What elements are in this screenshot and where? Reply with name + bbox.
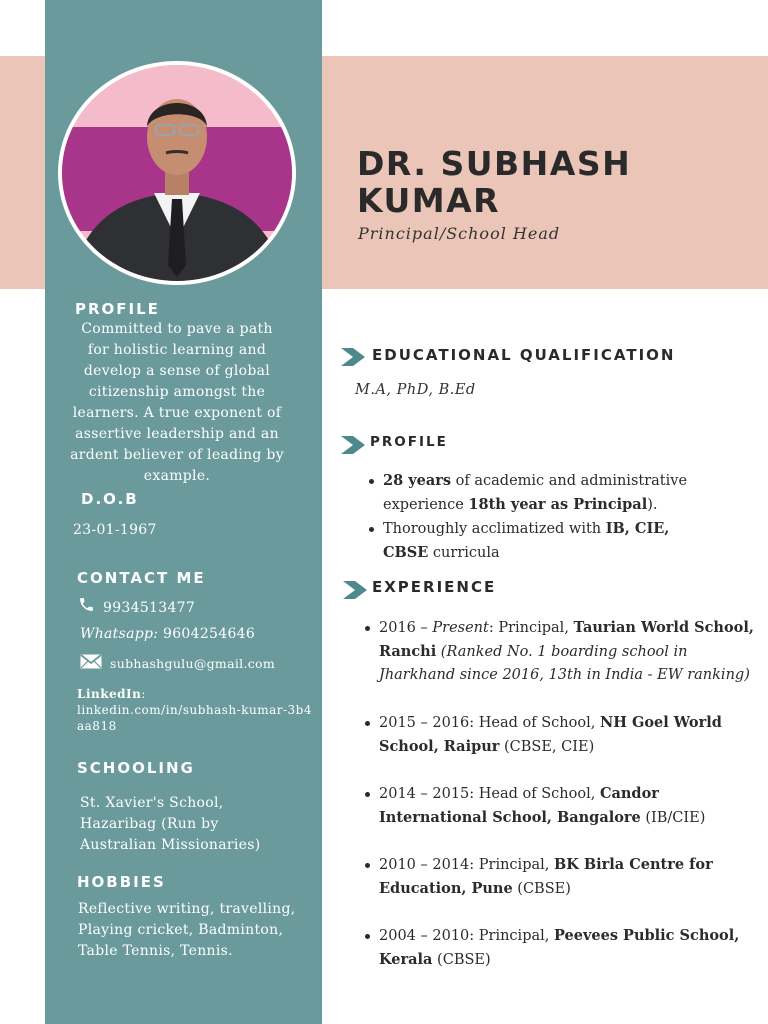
exp-board: (CBSE) (432, 952, 491, 968)
experience-item (365, 711, 755, 759)
exp-school: NH Goel World School, Raipur (379, 714, 722, 755)
whatsapp-number: 9604254646 (158, 626, 256, 642)
exp-dates: 2015 – 2016: Head of School, (379, 715, 600, 731)
experience-item (365, 782, 755, 830)
education-heading: EDUCATIONAL QUALIFICATION (372, 346, 676, 364)
curricula-bold: CBSE (383, 544, 429, 561)
exp-board: (CBSE, CIE) (499, 739, 595, 755)
exp-dates: 2014 – 2015: Head of School, (379, 786, 600, 802)
profile-text: of academic and administrative experience (383, 473, 688, 513)
phone-icon (78, 596, 95, 620)
exp-note: (Ranked No. 1 boarding school in Jharkhand since 2016, 13th in India - EW ranking) (379, 644, 750, 683)
exp-dates: 2010 – 2014: Principal, (379, 857, 554, 873)
phone-row[interactable] (78, 596, 195, 620)
experience-list (365, 616, 755, 972)
email-address: subhashgulu@gmail.com (110, 655, 275, 671)
chevron-right-icon (341, 348, 367, 366)
experience-item (365, 853, 755, 901)
exp-board: (IB/CIE) (640, 810, 706, 826)
experience-heading: EXPERIENCE (372, 578, 497, 596)
job-title: Principal/School Head (358, 224, 561, 243)
years-bold: 28 years (383, 472, 452, 489)
hobbies-heading: HOBBIES (77, 873, 166, 891)
dob-value: 23-01-1967 (73, 522, 157, 538)
contact-heading: CONTACT ME (77, 569, 206, 587)
linkedin-block[interactable] (77, 686, 317, 734)
chevron-right-icon (341, 436, 367, 454)
linkedin-url: linkedin.com/in/subhash-kumar-3b4aa818 (77, 703, 312, 733)
phone-number: 9934513477 (103, 599, 196, 616)
exp-role: : Principal, (488, 620, 574, 636)
education-value: M.A, PhD, B.Ed (355, 382, 476, 398)
linkedin-label: LinkedIn (77, 687, 142, 701)
profile-list (369, 469, 744, 565)
profile-photo (58, 61, 296, 285)
dob-heading: D.O.B (81, 490, 139, 508)
exp-school: BK Birla Centre for Education, Pune (379, 856, 713, 897)
exp-school: Peevees Public School, Kerala (379, 927, 740, 968)
schooling-heading: SCHOOLING (77, 759, 195, 777)
profile-text: Thoroughly acclimatized with (383, 521, 606, 537)
mail-icon (80, 654, 102, 672)
sidebar-profile-heading: PROFILE (75, 300, 160, 318)
exp-school: Candor International School, Bangalore (379, 785, 659, 826)
chevron-right-icon (343, 581, 369, 599)
linkedin-colon: : (141, 687, 146, 701)
person-name: DR. SUBHASH KUMAR (357, 144, 632, 220)
profile-text: curricula (428, 545, 500, 561)
email-row[interactable] (80, 654, 275, 672)
whatsapp-label: Whatsapp: (80, 626, 159, 642)
hobbies-text: Reflective writing, travelling, Playing cricket, Badminton, Table Tennis, Tennis. (78, 901, 296, 959)
list-item (369, 517, 744, 565)
principal-years-bold: 18th year as Principal (468, 496, 648, 513)
whatsapp-row (80, 624, 255, 645)
exp-board: (CBSE) (512, 881, 571, 897)
curricula-bold: IB, CIE, (605, 520, 670, 537)
exp-dates: 2004 – 2010: Principal, (379, 928, 554, 944)
experience-item (365, 616, 755, 687)
schooling-text: St. Xavier's School, Hazaribag (Run by Australian Missionaries) (80, 795, 261, 853)
main-profile-heading: PROFILE (370, 434, 448, 450)
exp-school: Taurian World School, Ranchi (379, 619, 754, 660)
exp-dates: 2016 – (379, 620, 433, 636)
sidebar-profile-text: Committed to pave a path for holistic learning and develop a sense of global citizenship amongst the learners. A true exponent of assertive leadership and an ardent believer of leading by example. (70, 321, 284, 484)
experience-item (365, 924, 755, 972)
profile-text: ). (647, 497, 658, 513)
exp-present: Present (432, 620, 489, 636)
list-item (369, 469, 744, 517)
